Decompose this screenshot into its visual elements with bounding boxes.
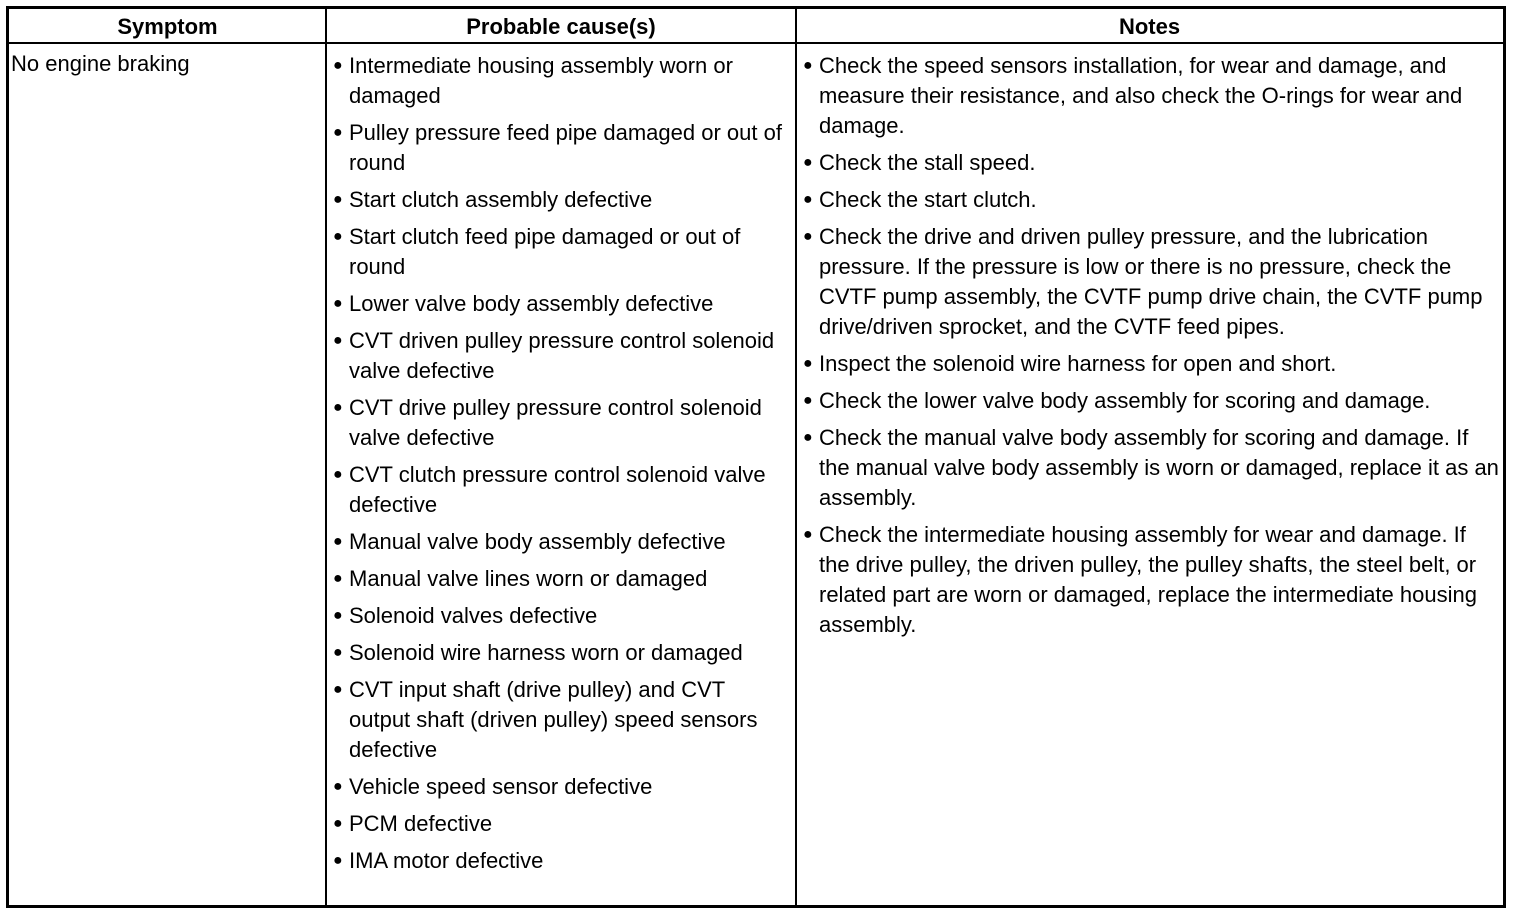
bullet-icon: ● <box>333 191 343 208</box>
notes-cell <box>800 46 1500 905</box>
symptom-cell: No engine braking <box>11 51 190 76</box>
header-symptom: Symptom <box>117 14 218 39</box>
note-item <box>800 222 1500 342</box>
bullet-icon: ● <box>333 124 343 141</box>
cause-item-text: Solenoid wire harness worn or damaged <box>349 640 743 665</box>
bullet-icon: ● <box>333 852 343 869</box>
cause-item <box>330 51 792 111</box>
note-item-text: Check the stall speed. <box>819 150 1036 175</box>
note-item-text: Check the drive and driven pulley pressure, and the lubrication pressure. If the pressure is low or there is no pressure, check the CVTF pump assembly, the CVTF pump drive chain, the CVTF pump drive/driven sprocket, and the CVTF feed pipes. <box>819 224 1483 339</box>
probable-causes-cell <box>330 46 792 905</box>
note-item <box>800 520 1500 640</box>
note-item-text: Check the start clutch. <box>819 187 1037 212</box>
cause-item-text: CVT driven pulley pressure control solenoid valve defective <box>349 328 775 383</box>
note-item-text: Check the intermediate housing assembly for wear and damage. If the drive pulley, the driven pulley, the pulley shafts, the steel belt, or related part are worn or damaged, replace the intermediate housing assembly. <box>819 522 1477 637</box>
note-item <box>800 423 1500 513</box>
bullet-icon: ● <box>803 154 813 171</box>
cause-item-text: Solenoid valves defective <box>349 603 598 628</box>
cause-item <box>330 393 792 453</box>
bullet-icon: ● <box>333 570 343 587</box>
cause-item-text: IMA motor defective <box>349 848 544 873</box>
cause-item-text: PCM defective <box>349 811 493 836</box>
bullet-icon: ● <box>333 533 343 550</box>
cause-item <box>330 460 792 520</box>
cause-item <box>330 185 792 215</box>
notes-list <box>800 51 1500 640</box>
note-item <box>800 386 1500 416</box>
cause-item <box>330 772 792 802</box>
bullet-icon: ● <box>333 607 343 624</box>
cause-item-text: Start clutch assembly defective <box>349 187 653 212</box>
bullet-icon: ● <box>333 332 343 349</box>
cause-item <box>330 846 792 876</box>
cause-item <box>330 118 792 178</box>
cause-item-text: Lower valve body assembly defective <box>349 291 714 316</box>
note-item <box>800 349 1500 379</box>
note-item <box>800 148 1500 178</box>
cause-item <box>330 601 792 631</box>
table-header-row <box>9 9 1503 44</box>
cause-item-text: CVT input shaft (drive pulley) and CVT output shaft (driven pulley) speed sensors defective <box>349 677 758 762</box>
cause-item-text: CVT drive pulley pressure control solenoid valve defective <box>349 395 762 450</box>
cause-item-text: Manual valve lines worn or damaged <box>349 566 708 591</box>
cause-item <box>330 289 792 319</box>
bullet-icon: ● <box>333 815 343 832</box>
bullet-icon: ● <box>333 681 343 698</box>
note-item-text: Check the lower valve body assembly for scoring and damage. <box>819 388 1431 413</box>
cause-item-text: Vehicle speed sensor defective <box>349 774 653 799</box>
bullet-icon: ● <box>333 399 343 416</box>
troubleshooting-table <box>6 6 1506 908</box>
header-notes: Notes <box>1118 14 1181 39</box>
bullet-icon: ● <box>333 228 343 245</box>
note-item <box>800 185 1500 215</box>
cause-item-text: Start clutch feed pipe damaged or out of round <box>349 224 741 279</box>
probable-causes-list <box>330 51 792 876</box>
column-divider <box>795 9 797 905</box>
cause-item <box>330 809 792 839</box>
bullet-icon: ● <box>333 778 343 795</box>
bullet-icon: ● <box>333 295 343 312</box>
bullet-icon: ● <box>803 392 813 409</box>
cause-item-text: Intermediate housing assembly worn or damaged <box>349 53 733 108</box>
cause-item <box>330 638 792 668</box>
cause-item <box>330 326 792 386</box>
cause-item-text: CVT clutch pressure control solenoid valve defective <box>349 462 766 517</box>
cause-item <box>330 675 792 765</box>
bullet-icon: ● <box>803 429 813 446</box>
bullet-icon: ● <box>333 644 343 661</box>
bullet-icon: ● <box>333 466 343 483</box>
bullet-icon: ● <box>803 355 813 372</box>
column-divider <box>325 9 327 905</box>
bullet-icon: ● <box>333 57 343 74</box>
bullet-icon: ● <box>803 57 813 74</box>
bullet-icon: ● <box>803 228 813 245</box>
bullet-icon: ● <box>803 526 813 543</box>
cause-item <box>330 564 792 594</box>
bullet-icon: ● <box>803 191 813 208</box>
header-probable-causes: Probable cause(s) <box>466 14 656 39</box>
cause-item <box>330 222 792 282</box>
cause-item-text: Manual valve body assembly defective <box>349 529 726 554</box>
note-item-text: Check the speed sensors installation, for wear and damage, and measure their resistance, and also check the O-rings for wear and damage. <box>819 53 1463 138</box>
cause-item-text: Pulley pressure feed pipe damaged or out of round <box>349 120 782 175</box>
note-item-text: Check the manual valve body assembly for scoring and damage. If the manual valve body assembly is worn or damaged, replace it as an assembly. <box>819 425 1499 510</box>
note-item-text: Inspect the solenoid wire harness for open and short. <box>819 351 1337 376</box>
note-item <box>800 51 1500 141</box>
cause-item <box>330 527 792 557</box>
